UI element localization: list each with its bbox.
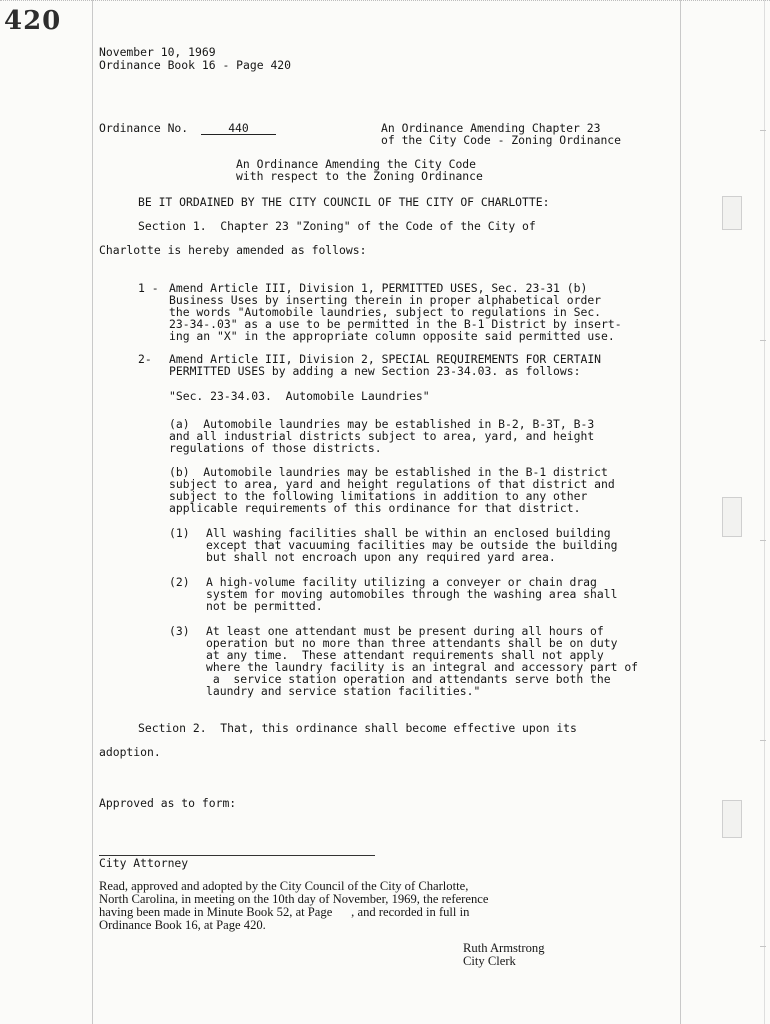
page-right-edge [680, 0, 681, 1024]
sub-3-number: (3) [169, 624, 190, 638]
ordinance-title-right-2: of the City Code - Zoning Ordinance [381, 133, 622, 147]
item-1-line: ing an "X" in the appropriate column opposite said permitted use. [169, 329, 615, 343]
item-1-line: Business Uses by inserting therein in proper alphabetical order [169, 293, 602, 307]
para-a-line: (a) Automobile laundries may be established in B-2, B-3T, B-3 [169, 417, 595, 431]
margin-tick [760, 740, 766, 741]
item-2-line: Amend Article III, Division 2, SPECIAL REQUIREMENTS FOR CERTAIN [169, 352, 602, 366]
section-heading: "Sec. 23-34.03. Automobile Laundries" [169, 389, 430, 403]
item-2-line: PERMITTED USES by adding a new Section 23-34.03. as follows: [169, 364, 581, 378]
para-b-line: applicable requirements of this ordinance for that district. [169, 501, 581, 515]
section-2-line-1: Section 2. That, this ordinance shall become effective upon its [138, 721, 577, 735]
section-2-line-2: adoption. [99, 745, 161, 759]
adoption-line: Read, approved and adopted by the City Council of the City of Charlotte, [99, 879, 469, 893]
para-b-line: subject to the following limitations in addition to any other [169, 489, 588, 503]
scan-edge-top [0, 0, 770, 3]
item-1-line: Amend Article III, Division 1, PERMITTED USES, Sec. 23-31 (b) [169, 281, 588, 295]
margin-mark-1 [722, 196, 742, 230]
scan-far-edge [764, 0, 765, 1024]
ordinance-number-label: Ordinance No. [99, 121, 189, 135]
margin-mark-2 [722, 497, 742, 537]
header-date: November 10, 1969 [99, 45, 216, 59]
para-a-line: regulations of those districts. [169, 441, 382, 455]
para-a-line: and all industrial districts subject to area, yard, and height [169, 429, 595, 443]
sub-3-line: a service station operation and attendants serve both the [206, 672, 611, 686]
item-1-number: 1 - [138, 281, 159, 295]
ordinance-title-center-1: An Ordinance Amending the City Code [236, 157, 477, 171]
sub-2-number: (2) [169, 575, 190, 589]
ordinance-number: 440 [201, 122, 276, 135]
margin-tick [760, 540, 766, 541]
city-attorney-label: City Attorney [99, 856, 189, 870]
section-1-line-1: Section 1. Chapter 23 "Zoning" of the Code of the City of [138, 219, 536, 233]
sub-3-line: operation but no more than three attendants shall be on duty [206, 636, 618, 650]
item-2-number: 2- [138, 352, 152, 366]
para-b-line: (b) Automobile laundries may be established in the B-1 district [169, 465, 608, 479]
clerk-name: Ruth Armstrong [463, 941, 545, 955]
margin-tick [760, 946, 766, 947]
adoption-line: having been made in Minute Book 52, at Page , and recorded in full in [99, 905, 470, 919]
adoption-line: Ordinance Book 16, at Page 420. [99, 918, 266, 932]
para-b-line: subject to area, yard and height regulations of that district and [169, 477, 615, 491]
sub-2-line: A high-volume facility utilizing a conveyer or chain drag [206, 575, 597, 589]
enacting-clause: BE IT ORDAINED BY THE CITY COUNCIL OF THE CITY OF CHARLOTTE: [138, 195, 550, 209]
adoption-line: North Carolina, in meeting on the 10th day of November, 1969, the reference [99, 892, 489, 906]
sub-2-line: system for moving automobiles through the washing area shall [206, 587, 618, 601]
margin-mark-3 [722, 800, 742, 838]
page-left-edge [92, 0, 93, 1024]
item-1-line: 23-34-.03" as a use to be permitted in the B-1 District by insert- [169, 317, 622, 331]
margin-tick [760, 130, 766, 131]
ordinance-title-center-2: with respect to the Zoning Ordinance [236, 169, 483, 183]
sub-2-line: not be permitted. [206, 599, 323, 613]
sub-3-line: At least one attendant must be present during all hours of [206, 624, 604, 638]
header-book-ref: Ordinance Book 16 - Page 420 [99, 58, 292, 72]
clerk-title: City Clerk [463, 954, 516, 968]
sub-3-line: laundry and service station facilities." [206, 684, 481, 698]
sub-1-line: but shall not encroach upon any required yard area. [206, 550, 556, 564]
approved-as-to-form: Approved as to form: [99, 796, 237, 810]
page-number-stamp: 420 [4, 6, 62, 36]
section-1-line-2: Charlotte is hereby amended as follows: [99, 243, 367, 257]
sub-1-line: except that vacuuming facilities may be outside the building [206, 538, 618, 552]
sub-1-line: All washing facilities shall be within an enclosed building [206, 526, 611, 540]
margin-tick [760, 340, 766, 341]
ordinance-title-right-1: An Ordinance Amending Chapter 23 [381, 121, 601, 135]
sub-1-number: (1) [169, 526, 190, 540]
sub-3-line: where the laundry facility is an integral and accessory part of [206, 660, 639, 674]
item-1-line: the words "Automobile laundries, subject to regulations in Sec. [169, 305, 602, 319]
sub-3-line: at any time. These attendant requirements shall not apply [206, 648, 604, 662]
